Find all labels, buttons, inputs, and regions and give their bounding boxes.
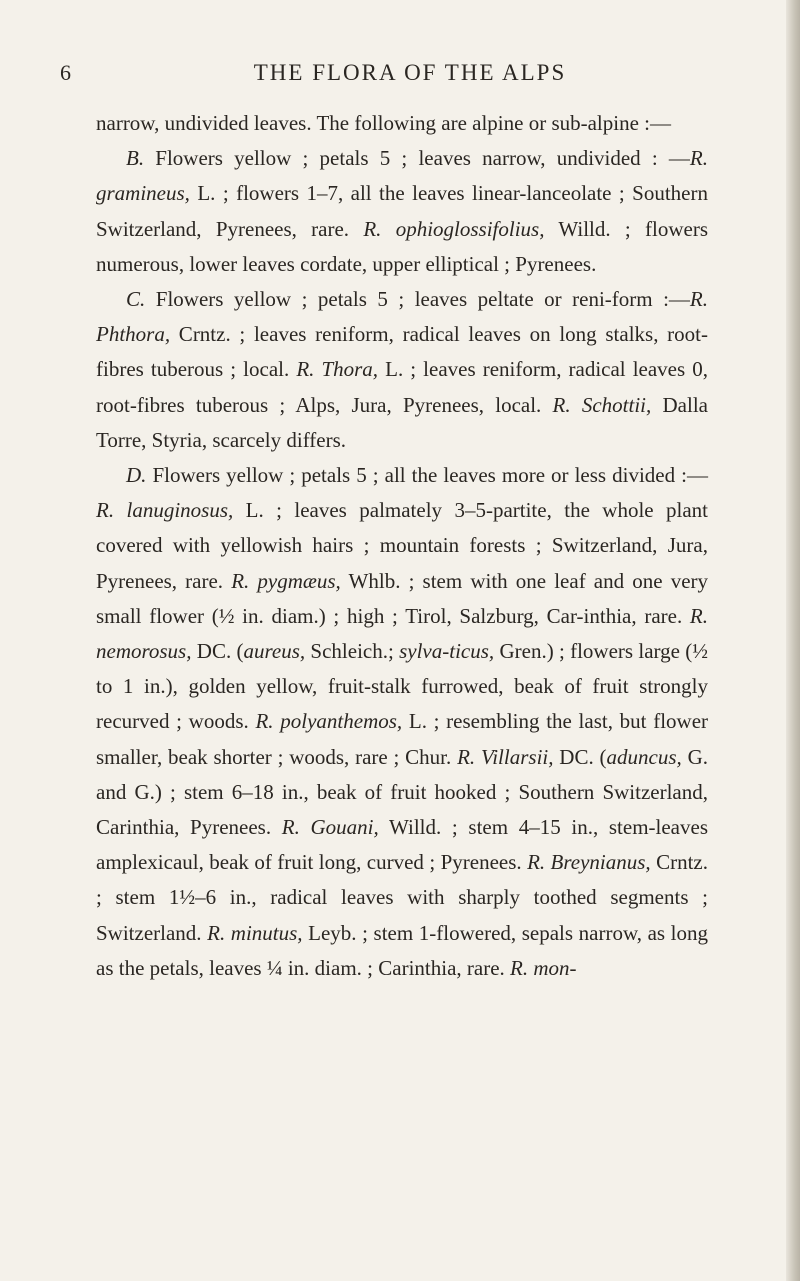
- italic-text: R. ophioglossifolius,: [363, 216, 545, 241]
- page-header: [60, 60, 720, 96]
- italic-text: R. polyanthemos,: [255, 709, 403, 734]
- text-run: Crntz. ; stem 1½–6 in., radical leaves with sharply toothed segments ; Switzerland.: [96, 850, 708, 945]
- body-text: [96, 106, 708, 986]
- italic-text: R. mon-: [510, 955, 577, 980]
- text-run: Crntz. ; leaves reniform, radical leaves on long stalks, root-fibres tuberous ; local.: [96, 322, 708, 382]
- text-run: narrow, undivided leaves. The following are alpine or sub-alpine :—: [96, 111, 671, 135]
- italic-text: aduncus,: [606, 744, 682, 769]
- italic-text: R. Villarsii,: [457, 744, 554, 769]
- paragraph-group-b: [96, 141, 708, 282]
- italic-text: R. Breynianus,: [527, 850, 651, 875]
- text-run: Flowers yellow ; petals 5 ; leaves narrow, undivided : —: [144, 146, 690, 171]
- text-run: G. and G.) ; stem 6–18 in., beak of fruit hooked ; Southern Switzerland, Carinthia, Pyrenees.: [96, 744, 708, 840]
- italic-text: R. nemorosus,: [96, 603, 708, 664]
- italic-text: R. pygmæus,: [231, 568, 341, 593]
- page-number: 6: [60, 60, 72, 85]
- text-run: Willd. ; flowers numerous, lower leaves cordate, upper elliptical ; Pyrenees.: [96, 216, 708, 276]
- italic-text: R. Schottii,: [552, 392, 652, 417]
- paragraph-group-c: [96, 282, 708, 458]
- italic-text: R. Thora,: [296, 357, 379, 382]
- italic-text: R. minutus,: [207, 920, 303, 945]
- text-run: Flowers yellow ; petals 5 ; all the leaves more or less divided :—: [146, 463, 708, 488]
- text-run: Leyb. ; stem 1-flowered, sepals narrow, as long as the petals, leaves ¼ in. diam. ; Carinthia, rare.: [96, 920, 708, 980]
- text-run: Dalla Torre, Styria, scarcely differs.: [96, 392, 708, 452]
- running-head: THE FLORA OF THE ALPS: [253, 60, 567, 85]
- italic-text: aureus,: [243, 639, 306, 664]
- text-run: Schleich.;: [305, 639, 400, 664]
- text-run: Flowers yellow ; petals 5 ; leaves peltate or reni-form :—: [145, 287, 690, 312]
- italic-text: sylva-ticus,: [399, 639, 495, 664]
- italic-text: R. lanuginosus,: [96, 498, 234, 523]
- text-run: L. ; resembling the last, but flower smaller, beak shorter ; woods, rare ; Chur.: [96, 709, 709, 769]
- paragraph-intro: [96, 106, 708, 141]
- text-run: Whlb. ; stem with one leaf and one very small flower (½ in. diam.) ; high ; Tirol, Salzburg, Car-inthia, rare.: [96, 568, 709, 628]
- paragraph-group-d: [96, 458, 708, 986]
- text-run: Gren.) ; flowers large (½ to 1 in.), golden yellow, fruit-stalk furrowed, beak of fruit strongly recurved ; woods.: [96, 639, 708, 734]
- text-run: L. ; leaves palmately 3–5-partite, the whole plant covered with yellowish hairs ; mountain forests ; Switzerland, Jura, Pyrenees, rare.: [96, 498, 709, 593]
- page-edge-shadow: [786, 0, 800, 1281]
- text-run: L. ; leaves reniform, radical leaves 0, root-fibres tuberous ; Alps, Jura, Pyrenees, local.: [96, 357, 708, 417]
- text-run: L. ; flowers 1–7, all the leaves linear-lanceolate ; Southern Switzerland, Pyrenees, rare.: [96, 181, 708, 241]
- italic-text: R. Gouani,: [281, 815, 379, 840]
- italic-text: C.: [126, 287, 146, 312]
- italic-text: B.: [126, 146, 145, 171]
- italic-text: R. gramineus,: [96, 146, 708, 206]
- italic-text: D.: [126, 463, 147, 488]
- italic-text: R. Phthora,: [96, 287, 708, 347]
- text-run: DC. (: [553, 744, 607, 769]
- text-run: Willd. ; stem 4–15 in., stem-leaves amplexicaul, beak of fruit long, curved ; Pyrenees.: [96, 815, 708, 875]
- text-run: DC. (: [191, 639, 244, 664]
